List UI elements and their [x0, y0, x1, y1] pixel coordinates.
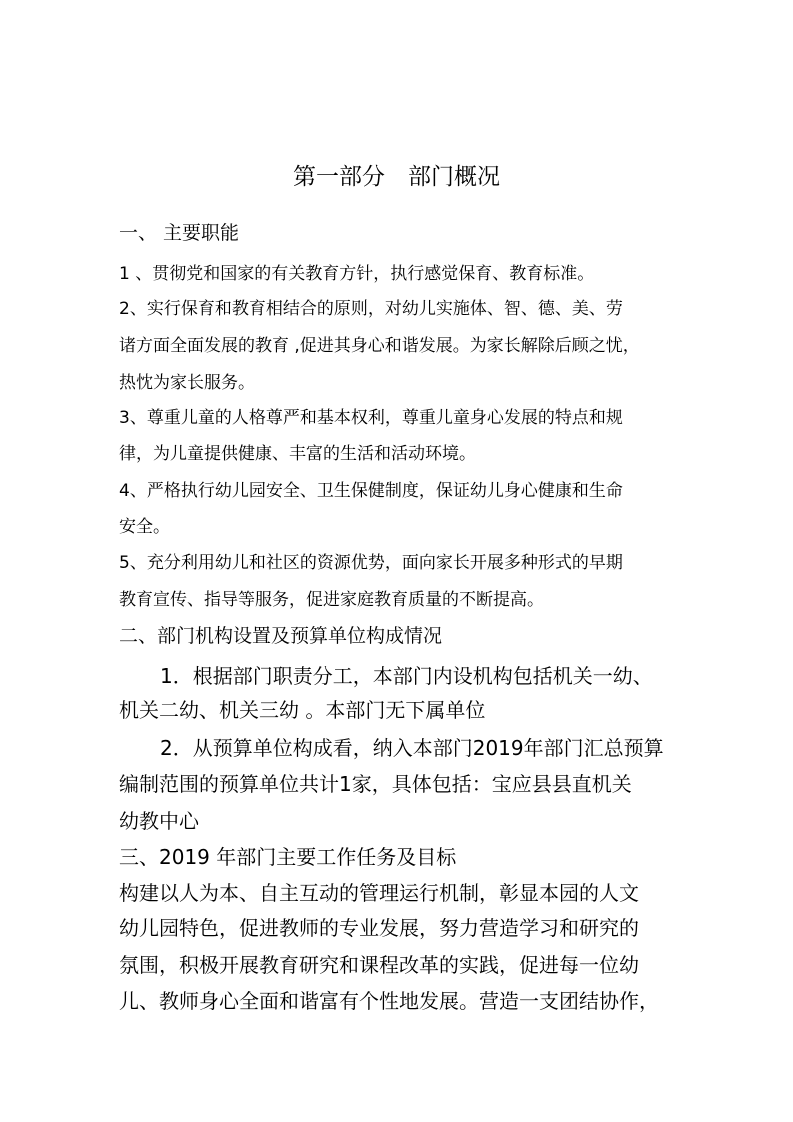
paragraph-line: 幼教中心 — [119, 809, 199, 833]
paragraph-line: 儿、教师身心全面和谐富有个性地发展。营造一支团结协作， — [119, 989, 659, 1013]
paragraph-line: 编制范围的预算单位共计1家，具体包括：宝应县县直机关 — [119, 772, 632, 796]
paragraph-line: 1 、贯彻党和国家的有关教育方针，执行感觉保育、教育标准。 — [119, 264, 595, 284]
paragraph-line: 2．从预算单位构成看，纳入本部门2019年部门汇总预算 — [160, 736, 664, 760]
page-title: 第一部分 部门概况 — [293, 164, 500, 190]
paragraph-line: 机关二幼、机关三幼 。本部门无下属单位 — [119, 698, 486, 722]
paragraph-line: 律，为儿童提供健康、丰富的生活和活动环境。 — [119, 444, 476, 464]
paragraph-line: 安全。 — [119, 517, 170, 537]
paragraph-line: 1．根据部门职责分工，本部门内设机构包括机关一幼、 — [160, 664, 653, 688]
paragraph-line: 5、充分利用幼儿和社区的资源优势，面向家长开展多种形式的早期 — [119, 553, 623, 573]
section-heading-main-functions: 一、 主要职能 — [119, 222, 240, 244]
paragraph-line: 4、严格执行幼儿园安全、卫生保健制度，保证幼儿身心健康和生命 — [119, 481, 623, 501]
paragraph-line: 氛围，积极开展教育研究和课程改革的实践，促进每一位幼 — [119, 953, 639, 977]
section-heading-organization: 二、部门机构设置及预算单位构成情况 — [119, 625, 443, 647]
paragraph-line: 3、尊重儿童的人格尊严和基本权利，尊重儿童身心发展的特点和规 — [119, 408, 623, 428]
paragraph-line: 幼儿园特色，促进教师的专业发展，努力营造学习和研究的 — [119, 916, 639, 940]
paragraph-line: 热忱为家长服务。 — [119, 373, 255, 393]
paragraph-line: 2、实行保育和教育相结合的原则，对幼儿实施体、智、德、美、劳 — [119, 299, 623, 319]
section-heading-tasks: 三、2019 年部门主要工作任务及目标 — [119, 845, 457, 869]
paragraph-line: 构建以人为本、自主互动的管理运行机制，彰显本园的人文 — [119, 881, 639, 905]
paragraph-line: 教育宣传、指导等服务，促进家庭教育质量的不断提高。 — [119, 590, 544, 610]
paragraph-line: 诸方面全面发展的教育 ,促进其身心和谐发展。为家长解除后顾之忧， — [119, 336, 640, 356]
